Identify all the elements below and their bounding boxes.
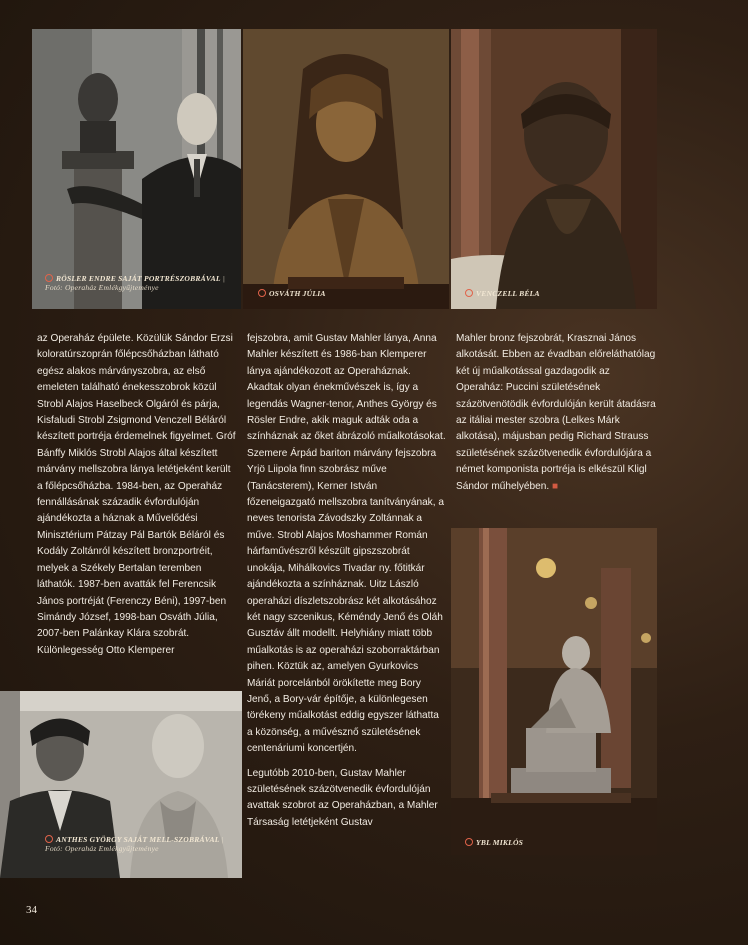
photo-osvath-julia <box>243 29 449 309</box>
end-mark-icon: ■ <box>551 480 559 492</box>
caption-anthes: ANTHES GYÖRGY SAJÁT MELL-SZOBRÁVAL | Fotó: Operaház Emlékgyűjteménye <box>45 835 224 853</box>
caption-bullet-icon <box>465 838 473 846</box>
caption-bullet-icon <box>465 289 473 297</box>
paragraph: az Operaház épülete. Közülük Sándor Erzsi koloratúrszoprán főlépcsőházban látható egész alakos márványszobra, az első emeleten található énekesszobrok közül Strobl Alajos Haselbeck Olgáról és párja, Kisfaludi Strobl Zsigmond Venczell Béláról készített portréja érdemelnek figyelmet. Gróf Bánffy Miklós Strobl Alajos által készített márvány mellszobra lánya letétjeként került a főlépcsőházba. 1984-ben, az Operaház fennállásának századik évfordulóján ajándékozta a háznak a Művelődési Minisztérium Pátzay Pál Bartók Béláról és Kodály Zoltánról készített bronzportréit, melyek a Székely Bertalan teremben láthatók. 1987-ben avatták fel Ferencsik János portréját (Ferenczy Béni), 1997-ben Simándy József, 1998-ban Osváth Júlia, 2007-ben Palánkay Klára szobrát. Különlegesség Otto Klemperer <box>37 333 236 656</box>
caption-ybl: YBL MIKLÓS <box>465 838 645 847</box>
caption-rosler: RÖSLER ENDRE SAJÁT PORTRÉSZOBRÁVAL | Fotó: Operaház Emlékgyűjteménye <box>45 274 226 292</box>
photo-venczell-bela <box>451 29 657 309</box>
paragraph: Mahler bronz fejszobrát, Krasznai János alkotását. Ebben az évadban előreláthatólag két új műalkotással gazdagodik az Operaház: Puccini születésének százötvenötödik évfordulóján került átadásra az itáliai mester szobra (Lelkes Márk alkotása), májusban pedig Richard Strauss születésének százötvenedik évfordulójára a német komponista portréja is elkészül Kligl Sándor műhelyében. ■ <box>456 333 656 492</box>
caption-bullet-icon <box>258 289 266 297</box>
caption-osvath: OSVÁTH JÚLIA <box>258 289 438 298</box>
paragraph: fejszobra, amit Gustav Mahler lánya, Anna Mahler készített és 1986-ban Klemperer lánya ajándékozott az Operaháznak. Akadtak olyan énekművészek is, így a legendás Wagner-tenor, Anthes György és Rösler Endre, akik maguk adták oda a színháznak az őket ábrázoló műalkotásokat. Szemere Árpád bariton márvány fejszobra Yrjö Liipola finn szobrász műve (Tanácsterem), Kerner István főzeneigazgató mellszobra tanítványának, a neves tenorista Závodszky Zoltánnak a műve. Strobl Alajos Moshammer Román hárfaművészről készült gipszszobrát unokája, Mihálkovics Tivadar ny. főtitkár ajándékozta a színháznak. Uitz László operaházi díszletszobrász két alkotásához két nagy szcenikus, Kéméndy Jenő és Oláh Gusztáv állt modellt. Helyhiány miatt több műalkotás is az operaházi szoborraktárban pihen. Köztük az, amelyen Gyurkovics Máriát porcelánból örökítette meg Bory Jenő, a Bory-vár építője, a különlegesen törékeny műalkotást eddig egyszer láthatta a közönség, a művésznő születésének centenáriumi koncertjén. <box>247 333 446 755</box>
text-column-2 <box>247 331 447 831</box>
caption-bullet-icon <box>45 835 53 843</box>
text-column-3 <box>456 331 656 495</box>
caption-bullet-icon <box>45 274 53 282</box>
paragraph: Legutóbb 2010-ben, Gustav Mahler születésének százötvenedik évfordulóján avattak szobrot az Operaházban, a Mahler Társaság letétjeként Gustav <box>247 767 438 828</box>
photo-rosler-endre <box>32 29 241 309</box>
page-number: 34 <box>26 904 37 916</box>
caption-venczell: VENCZELL BÉLA <box>465 289 645 298</box>
photo-ybl-miklos <box>451 528 657 855</box>
text-column-1 <box>37 331 237 659</box>
